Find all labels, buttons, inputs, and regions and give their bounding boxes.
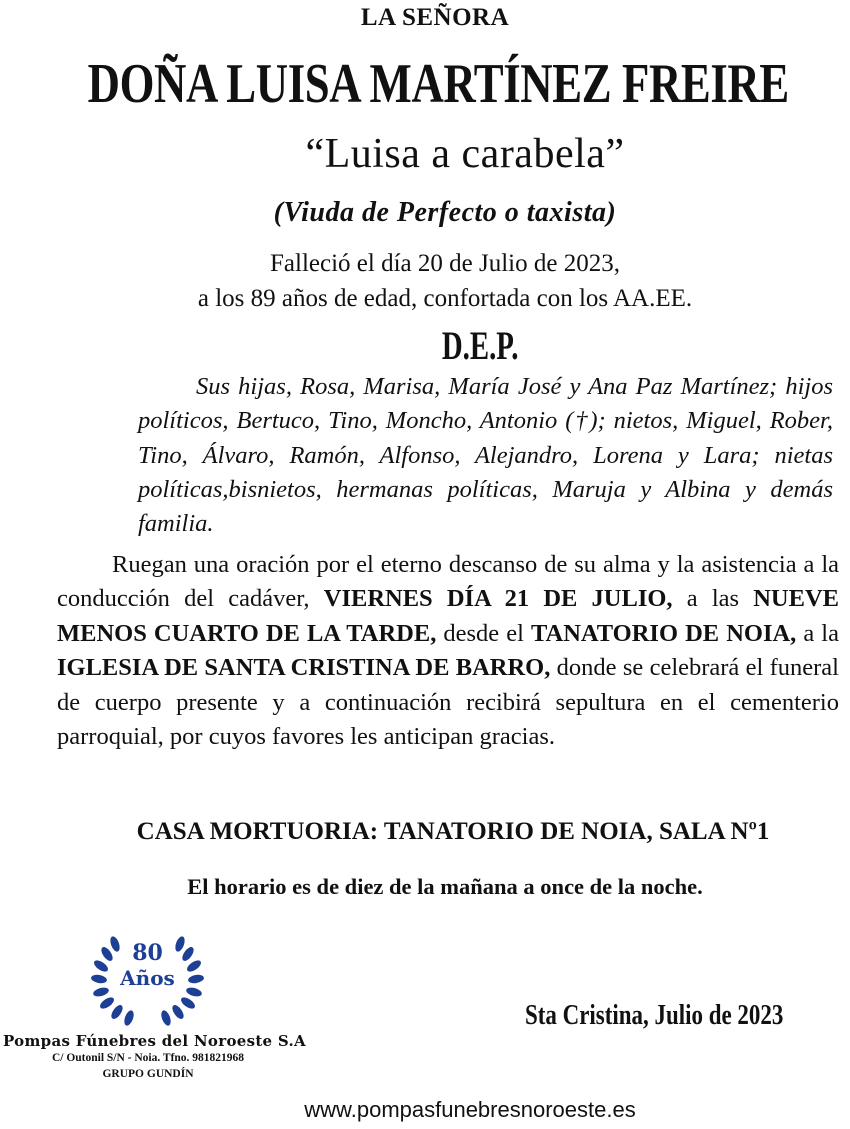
company-name: Pompas Fúnebres del Noroeste S.A [3, 1032, 306, 1050]
title-senora: LA SEÑORA [360, 4, 510, 31]
widow-note: (Viuda de Perfecto o taxista) [273, 197, 617, 228]
company-logo [85, 930, 210, 1030]
deceased-name: DOÑA LUISA MARTÍNEZ FREIRE [87, 53, 789, 115]
dep-wrapper [0, 322, 850, 369]
company-group: GRUPO GUNDÍN [102, 1068, 194, 1080]
nickname: “Luisa a carabela” [305, 131, 625, 177]
ceremony-time: NUEVE MENOS CUARTO DE LA TARDE, [57, 585, 839, 647]
visiting-hours: El horario es de diez de la mañana a once de la noche. [187, 874, 703, 899]
ceremony-paragraph [57, 548, 839, 754]
deceased-name-wrapper [0, 52, 850, 116]
laurel-wreath-icon [85, 930, 210, 1030]
ceremony-origin: TANATORIO DE NOIA, [531, 619, 797, 647]
ceremony-church: IGLESIA DE SANTA CRISTINA DE BARRO, [57, 654, 551, 682]
death-date-line: Falleció el día 20 de Julio de 2023, [270, 250, 620, 277]
logo-word: Años [120, 966, 175, 990]
company-address: C/ Outonil S/N - Noia. Tfno. 981821968 [51, 1052, 245, 1064]
signature-wrapper [525, 1000, 840, 1032]
ceremony-text: donde se celebrará el funeral de cuerpo presente y a continuación recibirá sepultura en el cementerio parroquial, por cuyos favores les anticipan gracias. [57, 654, 839, 751]
dep-text: D.E.P. [441, 323, 519, 368]
ceremony-text: Ruegan una oración por el eterno descanso de su alma y la asistencia a la conducción del cadáver, [57, 551, 839, 613]
ceremony-text: a la [796, 619, 839, 647]
ceremony-text: a las [672, 585, 754, 613]
place-date-signature: Sta Cristina, Julio de 2023 [525, 1000, 784, 1031]
logo-number: 80 [132, 940, 163, 966]
ceremony-day: VIERNES DÍA 21 DE JULIO, [323, 585, 673, 613]
website-link[interactable]: www.pompasfunebresnoroeste.es [304, 1097, 636, 1122]
ceremony-text: desde el [436, 619, 531, 647]
family-paragraph: Sus hijas, Rosa, Marisa, María José y Ana Paz Martínez; hijos políticos, Bertuco, Tino, Moncho, Antonio (†); nietos, Miguel, Rober, Tino, Álvaro, Ramón, Alfonso, Alejandro, Lorena y Lara; nietas políticas,bisnietos, hermanas políticas, Maruja y Albina y demás familia. [138, 373, 833, 538]
death-age-line: a los 89 años de edad, confortada con los AA.EE. [197, 285, 693, 312]
casa-mortuoria: CASA MORTUORIA: TANATORIO DE NOIA, SALA Nº1 [136, 818, 770, 845]
